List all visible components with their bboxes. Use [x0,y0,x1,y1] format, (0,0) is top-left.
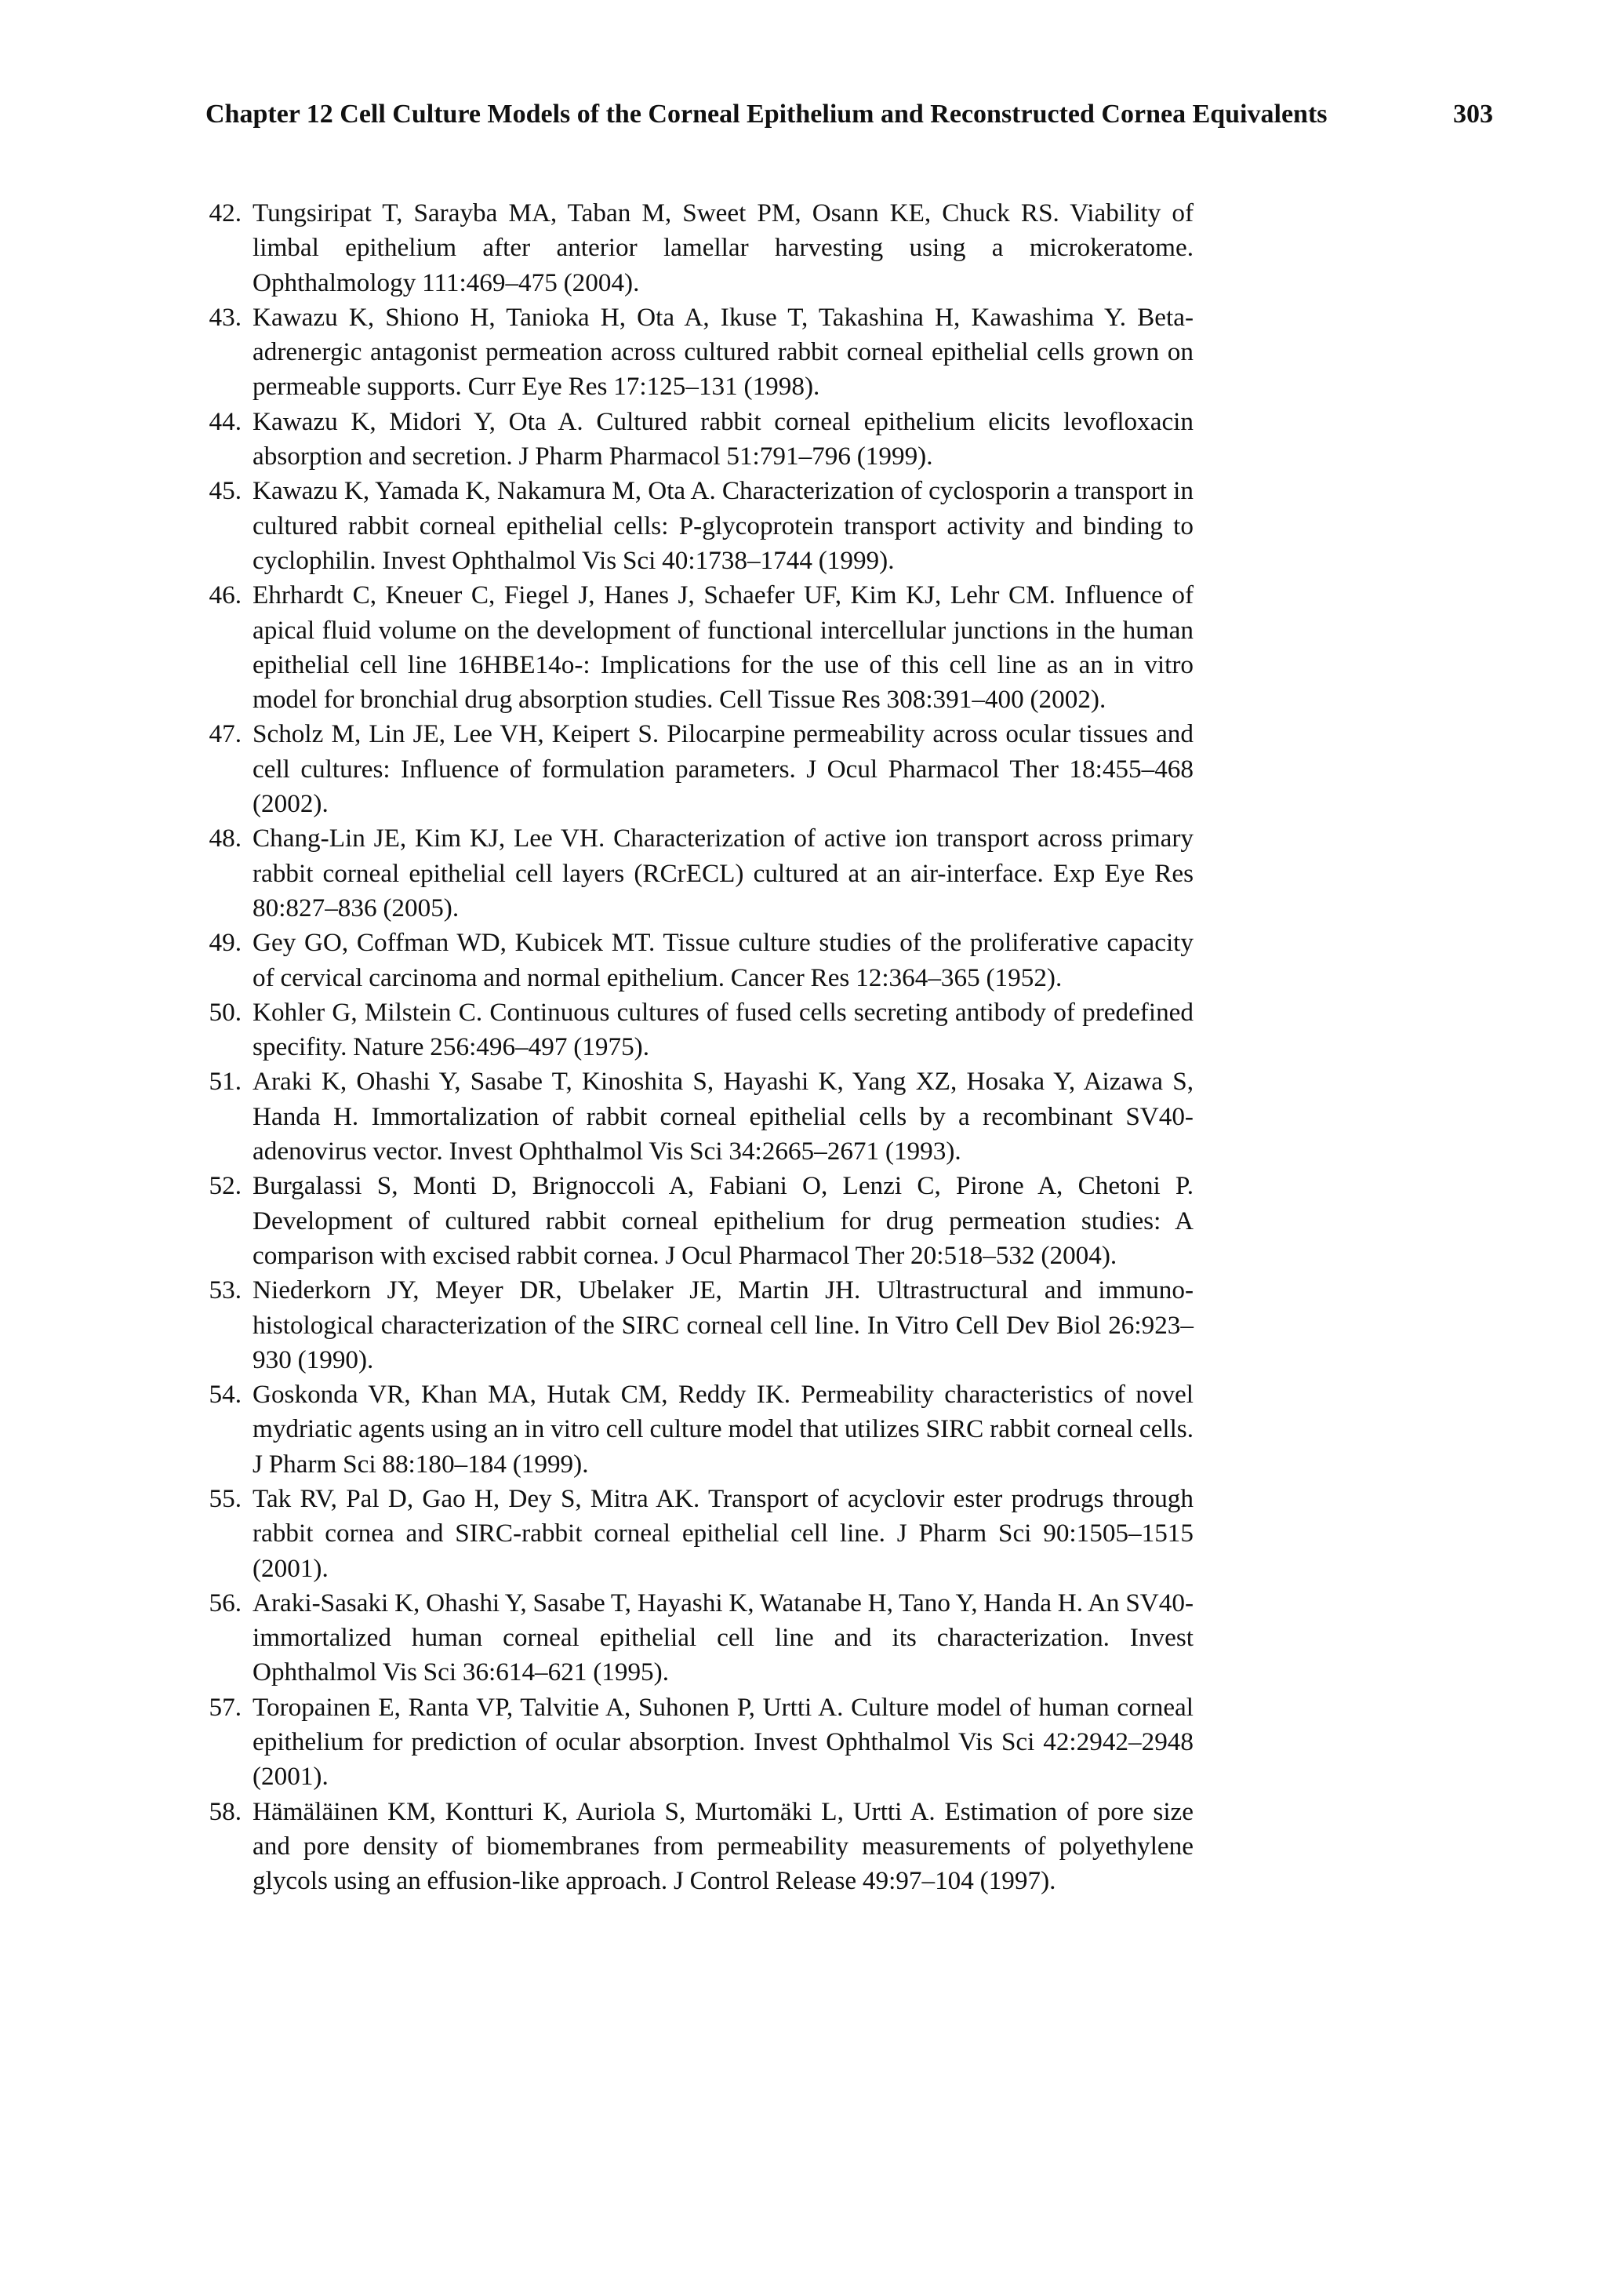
reference-text: Araki K, Ohashi Y, Sasabe T, Kinoshita S, Hayashi K, Yang XZ, Hosaka Y, Aizawa S, Handa H. Immortalization of rabbit corneal epithelial cells by a recombinant SV40-adenovirus vector. Invest Ophthalmol Vis Sci 34:2665–2671 (1993). [253,1067,1194,1166]
reference-number: 54. [209,1380,242,1410]
reference-text: Ehrhardt C, Kneuer C, Fiegel J, Hanes J, Schaefer UF, Kim KJ, Lehr CM. Influence of apical fluid volume on the development of functional intercellular junctions in the human epithelial cell line 16HBE14o-: Implications for the use of this cell line as an in vitro model for bronchial drug absorption studies. Cell Tissue Res 308:391–400 (2002). [253,580,1194,715]
reference-text: Niederkorn JY, Meyer DR, Ubelaker JE, Martin JH. Ultrastructural and immuno-histological characterization of the SIRC corneal cell line. In Vitro Cell Dev Biol 26:923–930 (1990). [253,1275,1194,1374]
reference-text: Kawazu K, Shiono H, Tanioka H, Ota A, Ikuse T, Takashina H, Kawashima Y. Beta-adrenergic antagonist permeation across cultured rabbit corneal epithelial cells grown on permeable supports. Curr Eye Res 17:125–131 (1998). [253,302,1194,402]
reference-item [199,1273,1194,1377]
reference-text: Gey GO, Coffman WD, Kubicek MT. Tissue culture studies of the proliferative capacity of cervical carcinoma and normal epithelium. Cancer Res 12:364–365 (1952). [253,928,1194,992]
reference-item [199,1586,1194,1690]
reference-number: 48. [209,824,242,853]
reference-text: Chang-Lin JE, Kim KJ, Lee VH. Characterization of active ion transport across primary rabbit corneal epithelial cell layers (RCrECL) cultured at an air-interface. Exp Eye Res 80:827–836 (2005). [253,824,1194,922]
reference-item [199,1064,1194,1169]
reference-number: 49. [209,928,242,958]
reference-item [199,1795,1194,1899]
reference-item [199,405,1194,475]
reference-text: Araki-Sasaki K, Ohashi Y, Sasabe T, Hayashi K, Watanabe H, Tano Y, Handa H. An SV40-immortalized human corneal epithelial cell line and its characterization. Invest Ophthalmol Vis Sci 36:614–621 (1995). [253,1588,1194,1687]
reference-text: Goskonda VR, Khan MA, Hutak CM, Reddy IK. Permeability characteristics of novel mydriatic agents using an in vitro cell culture model that utilizes SIRC rabbit corneal cells. J Pharm Sci 88:180–184 (1999). [253,1380,1194,1479]
reference-text: Burgalassi S, Monti D, Brignoccoli A, Fabiani O, Lenzi C, Pirone A, Chetoni P. Development of cultured rabbit corneal epithelium for drug permeation studies: A comparison with excised rabbit cornea. J Ocul Pharmacol Ther 20:518–532 (2004). [253,1171,1194,1270]
reference-text: Toropainen E, Ranta VP, Talvitie A, Suhonen P, Urtti A. Culture model of human corneal epithelium for prediction of ocular absorption. Invest Ophthalmol Vis Sci 42:2942–2948 (2001). [253,1692,1194,1792]
reference-text: Kawazu K, Yamada K, Nakamura M, Ota A. Characterization of cyclosporin a transport in cultured rabbit corneal epithelial cells: P-glycoprotein transport activity and binding to cyclophilin. Invest Ophthalmol Vis Sci 40:1738–1744 (1999). [253,476,1194,575]
reference-number: 50. [209,997,242,1027]
reference-item [199,1169,1194,1273]
reference-number: 44. [209,406,242,436]
reference-number: 42. [209,198,242,227]
reference-text: Tak RV, Pal D, Gao H, Dey S, Mitra AK. Transport of acyclovir ester prodrugs through rabbit cornea and SIRC-rabbit corneal epithelial cell line. J Pharm Sci 90:1505–1515 (2001). [253,1483,1194,1583]
reference-number: 51. [209,1067,242,1097]
reference-item [199,821,1194,926]
reference-item [199,1482,1194,1586]
reference-item [199,717,1194,821]
reference-item [199,578,1194,717]
reference-item [199,474,1194,578]
chapter-title: Chapter 12 Cell Culture Models of the Corneal Epithelium and Reconstructed Cornea Equivalents [205,100,1328,129]
reference-item [199,926,1194,995]
reference-list [199,196,1194,1899]
reference-text: Scholz M, Lin JE, Lee VH, Keipert S. Pilocarpine permeability across ocular tissues and cell cultures: Influence of formulation parameters. J Ocul Pharmacol Ther 18:455–468 (2002). [253,719,1194,819]
reference-number: 55. [209,1483,242,1513]
reference-number: 56. [209,1588,242,1617]
running-head [205,99,1493,130]
reference-number: 46. [209,580,242,610]
reference-text: Kawazu K, Midori Y, Ota A. Cultured rabbit corneal epithelium elicits levofloxacin absorption and secretion. J Pharm Pharmacol 51:791–796 (1999). [253,406,1194,471]
reference-item [199,995,1194,1065]
reference-item [199,1690,1194,1795]
reference-number: 47. [209,719,242,749]
reference-text: Hämäläinen KM, Kontturi K, Auriola S, Murtomäki L, Urtti A. Estimation of pore size and pore density of biomembranes from permeability measurements of polyethylene glycols using an effusion-like approach. J Control Release 49:97–104 (1997). [253,1796,1194,1896]
reference-number: 53. [209,1275,242,1305]
reference-item [199,196,1194,300]
reference-number: 57. [209,1692,242,1722]
reference-number: 45. [209,476,242,506]
reference-item [199,1377,1194,1482]
reference-text: Kohler G, Milstein C. Continuous cultures of fused cells secreting antibody of predefined specifity. Nature 256:496–497 (1975). [253,997,1194,1062]
page-number: 303 [1453,100,1493,129]
reference-number: 43. [209,302,242,332]
reference-number: 52. [209,1171,242,1201]
reference-text: Tungsiripat T, Sarayba MA, Taban M, Sweet PM, Osann KE, Chuck RS. Viability of limbal epithelium after anterior lamellar harvesting using a microkeratome. Ophthalmology 111:469–475 (2004). [253,198,1194,297]
reference-item [199,300,1194,405]
reference-number: 58. [209,1796,242,1826]
